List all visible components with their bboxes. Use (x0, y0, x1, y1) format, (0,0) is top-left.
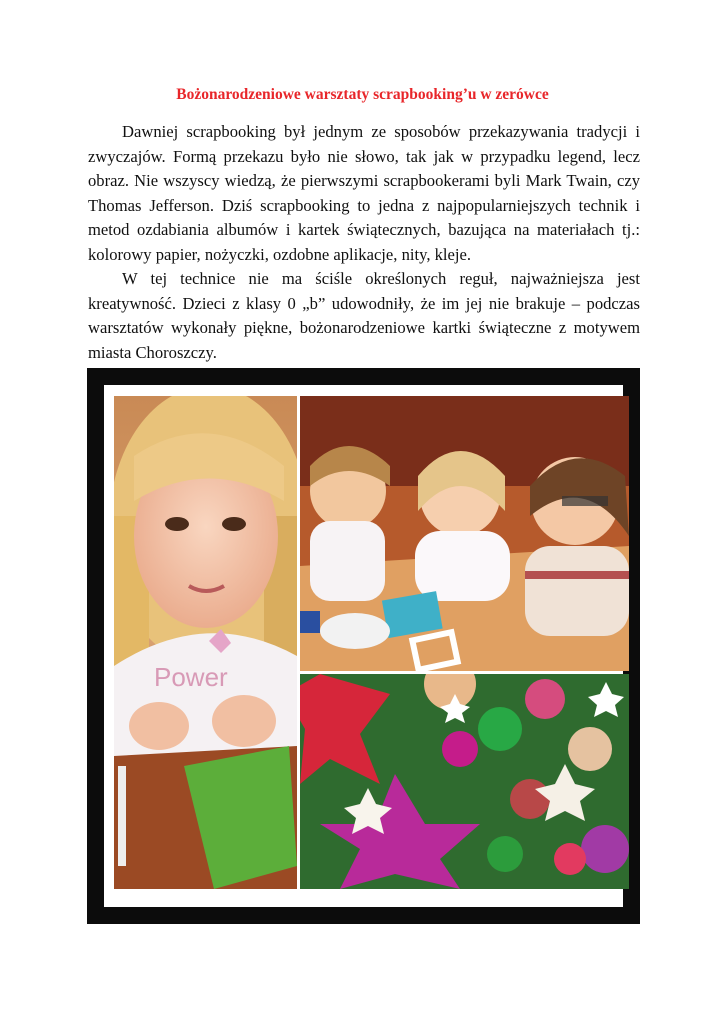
paragraph-2-text: W tej technice nie ma ściśle określonych reguł, najważniejsza jest kreatywność. Dzieci z klasy 0 „b” udowodniły, że im jej nie brakuje – podczas warsztatów wykonały piękne, bożonarodzeniowe kartki świąteczne z motywem miasta Choroszczy. (88, 269, 640, 362)
shirt-print: Power (154, 662, 228, 692)
photo-collage (87, 368, 640, 924)
children-workshop-photo (300, 396, 629, 671)
page-title: Bożonarodzeniowe warsztaty scrapbooking’u w zerówce (176, 86, 549, 103)
collage-mat (104, 385, 623, 907)
christmas-sequins-photo (300, 674, 629, 889)
paragraph-1 (88, 120, 640, 268)
paragraph-2 (88, 267, 640, 365)
girl-portrait-photo (114, 396, 297, 889)
paragraph-1-text: Dawniej scrapbooking był jednym ze sposobów przekazywania tradycji i zwyczajów. Formą przekazu było nie słowo, tak jak w przypadku legend, lecz obraz. Nie wszyscy wiedzą, że pierwszymi scrapbookerami byli Mark Twain, czy Thomas Jefferson. Dziś scrapbooking to jedna z najpopularniejszych technik i metod ozdabiania albumów i kartek świątecznych, bazująca na materiałach tj.: kolorowy papier, nożyczki, ozdobne aplikacje, nity, kleje. (88, 122, 640, 264)
